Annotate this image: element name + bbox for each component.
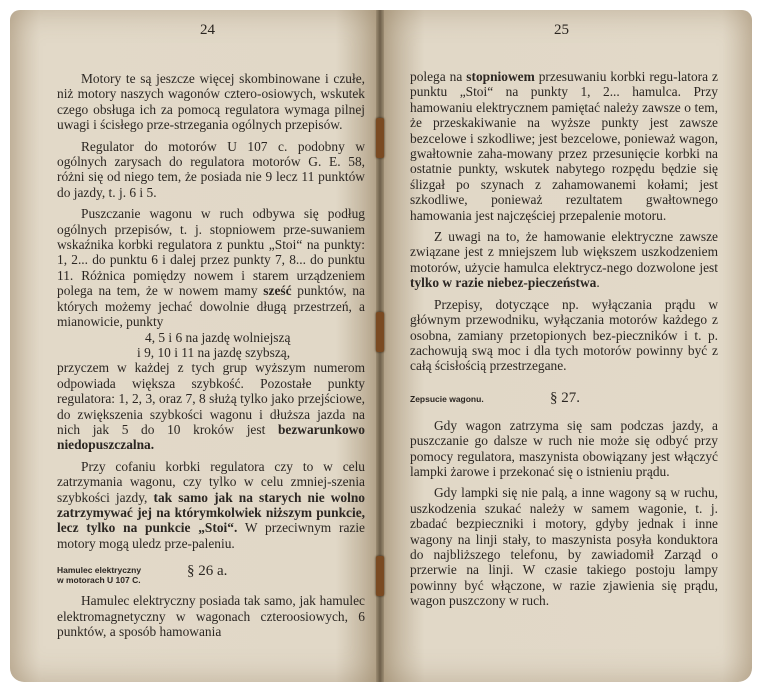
section-27-number: § 27. — [550, 389, 580, 406]
right-paragraph-1: polega na stopniowem przesuwaniu korbki regu-latora z punktu „Stoi“ na punkty 1, 2... hamulca. Przy hamowaniu elektrycznem pamiętać należy zawsze o tem, że przeskakiwanie na wyższe punkty jest zawsze bezcelowe i szkodliwe; jest bezcelowe, ponieważ wagon, gwałtownie zaha-mowany przez przesunięcie korbki na ostatnie punkty, wskutek nabytego rozpędu będzie się ślizgał po szynach z zahamowanemi kołami; jest szkodliwe, ponieważ rezultatem gwałtownego hamowania jest najczęściej przepalenie motoru. — [410, 69, 718, 223]
left-paragraph-2: Regulator do motorów U 107 c. podobny w ogólnych zarysach do regulatora motorów G. E. 58, różni się od niego tem, że posiada nie 9 lecz 11 punktów do jazdy, t. j. 6 i 5. — [57, 138, 365, 200]
binding-staple-bottom — [376, 556, 384, 596]
page-number-right: 25 — [554, 22, 569, 38]
left-line-fast-points: i 9, 10 i 11 na jazdę szybszą, — [137, 344, 291, 360]
left-text-column — [57, 71, 365, 639]
left-paragraph-3: Puszczanie wagonu w ruch odbywa się podług ogólnych przepisów, t. j. stopniowem prze-suwaniem wskaźnika korbki regulatora z punktu „Stoi“ na punkty: 1, 2... do punktu 6 i dalej przez punkty 7, 8... do punktu 11. Różnica pomiędzy nowem i starem urządzeniem polega na tem, że w nowem mamy sześć punktów, na których możemy jechać dowolnie długą przestrzeń, a mianowicie, punkty — [57, 206, 365, 330]
page-number-left: 24 — [200, 22, 215, 38]
right-paragraph-4: Gdy wagon zatrzyma się sam podczas jazdy, a puszczanie go dalsze w ruch nie może się odbyć przy pomocy regulatora, maszynista obowiązany jest włączyć lampki żarowe i przekonać się o istnieniu prądu. — [410, 417, 718, 479]
right-text-column — [410, 69, 718, 609]
right-paragraph-3: Przepisy, dotyczące np. wyłączania prądu w głównym przewodniku, wyłączania motorów każdego z osobna, zamiany przetopionych bez-pieczników i t. p. zachowują swą moc i dla tych motorów powinny być z całą ścisłością przestrzegane. — [410, 296, 718, 374]
section-26a-number: § 26 a. — [187, 563, 228, 580]
section-26a-heading — [57, 561, 365, 593]
right-paragraph-2: Z uwagi na to, że hamowanie elektryczne zawsze związane jest z mniejszem lub większem uszkodzeniem motorów, użycie hamulca elektrycz-nego dozwolone jest tylko w razie niebez-pieczeństwa. — [410, 229, 718, 291]
section-26a-side-title: Hamulec elektryczny w motorach U 107 C. — [57, 565, 142, 586]
section-27-side-title: Zepsucie wagonu. — [410, 393, 484, 404]
binding-staple-middle — [376, 312, 384, 352]
left-paragraph-5: Przy cofaniu korbki regulatora czy to w celu zatrzymania wagonu, czy tylko w celu zmniej-szenia szybkości jazdy, tak samo jak na starych nie wolno zatrzymywać jej na którymkolwiek niższym punkcie, lecz tylko na punkcie „Stoi“. W przeciwnym razie motory mogą uledz prze-paleniu. — [57, 458, 365, 551]
right-paragraph-5: Gdy lampki się nie palą, a inne wagony są w ruchu, uszkodzenia szukać należy w samem wagonie, t. j. zbadać bezpieczniki i motory, gdyby jednak i inne wagony na linji stały, to maszynista posyła konduktora do najbliższego telefonu, by zawiadomił Zarząd o przerwie na linji. W czasie takiego postoju lampy powinny być włączone, w razie zjawienia się prądu, wagon puszczony w ruch. — [410, 485, 719, 609]
left-line-slow-points: 4, 5 i 6 na jazdę wolniejszą — [145, 329, 291, 345]
binding-staple-top — [376, 118, 384, 158]
left-paragraph-4: przyczem w każdej z tych grup wyższym numerom odpowiada większa szybkość. Pozostałe punkty regulatora: 1, 2, 3, oraz 7, 8 służą tylko jako przejściowe, do zwiększenia szybkości wagonu i dłuższa jazda na nich jak 5 do 10 kroków jest bezwarunkowo niedopuszczalna. — [57, 360, 365, 453]
section-27-heading — [410, 386, 718, 418]
left-paragraph-1: Motory te są jeszcze więcej skombinowane i czułe, niż motory naszych wagonów cztero-osiowych, wskutek czego obsługa ich za pomocą regulatora wymaga pilnej uwagi i ścisłego prze-strzegania ogólnych przepisów. — [57, 71, 365, 133]
left-paragraph-6: Hamulec elektryczny posiada tak samo, jak hamulec elektromagnetyczny w wagonach czteroosiowych, 6 punktów, a sposób hamowania — [57, 593, 365, 639]
